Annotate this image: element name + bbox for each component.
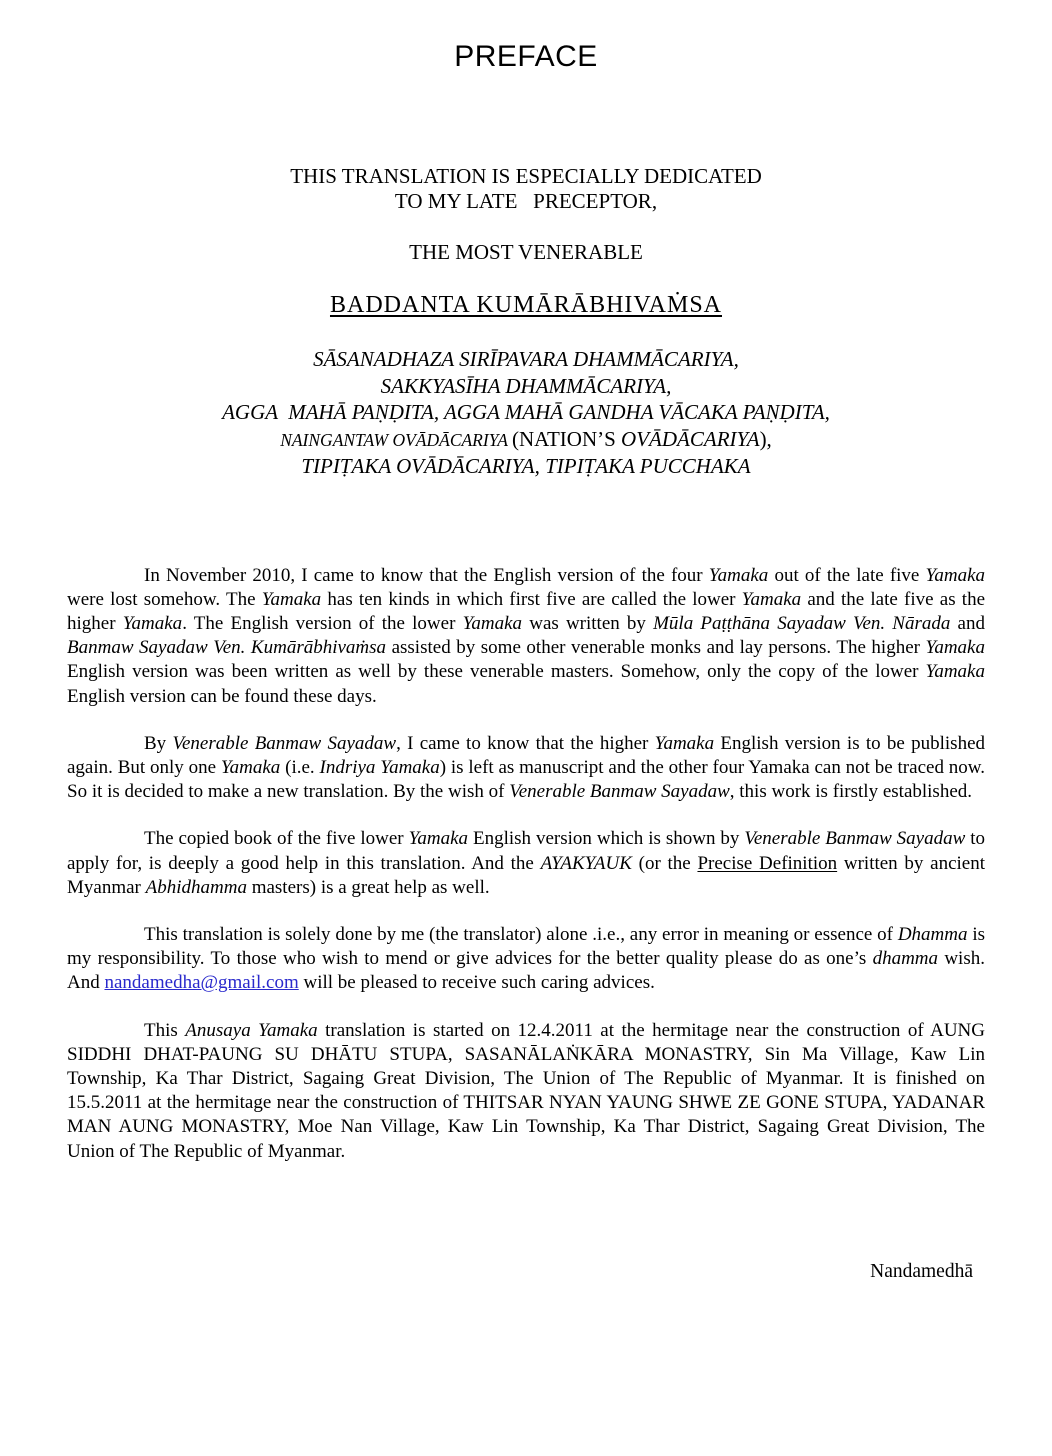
text-run: Yamaka bbox=[220, 756, 281, 778]
preceptor-title-line bbox=[0, 399, 1052, 426]
text-run: English version can be found these days. bbox=[67, 685, 377, 707]
text-run: (i.e. bbox=[280, 756, 320, 778]
text-run: TIPIṬAKA OVĀDĀCARIYA, TIPIṬAKA PUCCHAKA bbox=[301, 454, 751, 478]
text-run: to apply for, is deeply a good help in this translation. And the bbox=[67, 828, 985, 874]
preceptor-title-line bbox=[0, 346, 1052, 373]
text-run: SAKKYASĪHA DHAMMĀCARIYA, bbox=[380, 373, 672, 398]
text-run: masters) is a great help as well. bbox=[246, 876, 490, 898]
text-run: is my responsibility. To those who wish to mend or give advices for the better quality please do as one’s bbox=[67, 923, 985, 970]
text-run: Dhamma bbox=[897, 923, 968, 945]
text-run: wish. And bbox=[67, 948, 985, 994]
text-run: Yamaka bbox=[925, 661, 985, 683]
text-run: Yamaka bbox=[708, 564, 769, 586]
text-run: translation is started on 12.4.2011 at the hermitage near the construction of AUNG SIDDHI DHAT-PAUNG SU DHĀTU STUPA, SASANĀLAṄKĀRA MONASTRY, Sin Ma Village, Kaw Lin Township, Ka Thar District, Sagaing Great Division, The Union of The Republic of Myanmar. It is finished on 15.5.2011 at the hermitage near the construction of THITSAR NYAN YAUNG SHWE ZE GONE STUPA, YADANAR MAN AUNG MONASTRY, Moe Nan Village, Kaw Lin Township, Ka Thar District, Sagaing Great Division, The Union of The Republic of Myanmar. bbox=[67, 1019, 985, 1162]
preceptor-title-line bbox=[0, 426, 1052, 454]
dedication-line-2: TO MY LATE PRECEPTOR, bbox=[394, 189, 658, 213]
text-run: assisted by some other venerable monks and lay persons. The higher bbox=[386, 637, 926, 659]
text-run: Yamaka bbox=[925, 564, 986, 586]
text-run: AGGA MAHĀ PAṆḌITA, AGGA MAHĀ GANDHA VĀCAKA PAṆḌITA, bbox=[222, 400, 830, 424]
text-run: English version is to be published again. But only one bbox=[67, 732, 986, 778]
text-run: dhamma bbox=[872, 948, 939, 970]
text-run: written by ancient Myanmar bbox=[67, 852, 985, 898]
page-title: PREFACE bbox=[454, 40, 598, 73]
text-run: (or the bbox=[631, 852, 698, 874]
text-run: Yamaka bbox=[408, 828, 469, 850]
text-run: out of the late five bbox=[768, 564, 926, 586]
text-run: and the late five as the higher bbox=[67, 588, 985, 634]
text-run: English version which is shown by bbox=[468, 828, 745, 850]
text-run: was written by bbox=[522, 612, 654, 634]
author-signature: Nandamedhā bbox=[870, 1260, 973, 1282]
text-run: NAINGANTAW OVĀDĀCARIYA bbox=[280, 429, 512, 450]
text-run: were lost somehow. The bbox=[67, 588, 262, 610]
text-run: Yamaka bbox=[654, 732, 715, 754]
text-run: Yamaka bbox=[261, 588, 322, 610]
text-run: This translation is solely done by me (the translator) alone .i.e., any error in meaning or essence of bbox=[144, 923, 898, 945]
email-link[interactable]: nandamedha@gmail.com bbox=[104, 972, 299, 994]
dedication-line-3: THE MOST VENERABLE bbox=[409, 240, 643, 264]
text-run: Yamaka bbox=[122, 612, 183, 634]
text-run: Venerable Banmaw Sayadaw bbox=[172, 732, 397, 754]
text-run: Indriya Yamaka bbox=[319, 756, 440, 778]
dedication-block bbox=[0, 164, 1052, 480]
text-run: Anusaya Yamaka bbox=[185, 1019, 318, 1041]
preceptor-title-line bbox=[0, 373, 1052, 400]
preface-body bbox=[0, 564, 1052, 1164]
preceptor-name: BADDANTA KUMĀRĀBHIVAṀSA bbox=[329, 292, 722, 318]
text-run: (NATION’S bbox=[511, 426, 622, 451]
preceptor-titles bbox=[0, 346, 1052, 480]
text-run: will be pleased to receive such caring advices. bbox=[298, 972, 655, 994]
text-run: AYAKYAUK bbox=[540, 852, 632, 874]
text-run: SĀSANADHAZA SIRĪPAVARA DHAMMĀCARIYA, bbox=[313, 347, 739, 371]
text-run: This bbox=[144, 1019, 186, 1041]
paragraph bbox=[67, 827, 985, 900]
text-run: Banmaw Sayadaw Ven. Kumārābhivaṁsa bbox=[67, 637, 387, 659]
paragraph bbox=[67, 923, 985, 996]
text-run: The copied book of the five lower bbox=[144, 828, 409, 850]
text-run: , this work is firstly established. bbox=[729, 781, 973, 803]
text-run: Yamaka bbox=[741, 588, 802, 610]
text-run: Yamaka bbox=[925, 637, 985, 659]
text-run: . The English version of the lower bbox=[182, 612, 463, 634]
paragraph bbox=[67, 1019, 985, 1164]
text-run: Venerable Banmaw Sayadaw bbox=[509, 781, 730, 803]
text-run: OVĀDĀCARIYA bbox=[621, 426, 760, 451]
text-run: ) is left as manuscript and the other four Yamaka can not be traced now. So it is decided to make a new translation. By the wish of bbox=[67, 756, 985, 803]
text-run: Abhidhamma bbox=[145, 876, 247, 898]
text-run: and bbox=[950, 612, 985, 634]
text-run: Venerable Banmaw Sayadaw bbox=[744, 828, 966, 850]
text-run: , I came to know that the higher bbox=[396, 732, 655, 754]
text-run: Mūla Paṭṭhāna Sayadaw Ven. Nārada bbox=[653, 612, 951, 634]
text-run: English version was been written as well by these venerable masters. Somehow, only the copy of the lower bbox=[67, 661, 926, 683]
preceptor-title-line bbox=[0, 453, 1052, 480]
text-run: Precise Definition bbox=[697, 852, 838, 874]
text-run: has ten kinds in which first five are called the lower bbox=[321, 588, 742, 610]
paragraph bbox=[67, 732, 985, 805]
text-run: By bbox=[144, 732, 173, 754]
text-run: ), bbox=[759, 426, 772, 451]
paragraph bbox=[67, 564, 985, 709]
dedication-line-1: THIS TRANSLATION IS ESPECIALLY DEDICATED bbox=[290, 164, 762, 188]
text-run: Yamaka bbox=[462, 612, 523, 634]
text-run: In November 2010, I came to know that the English version of the four bbox=[144, 564, 709, 586]
